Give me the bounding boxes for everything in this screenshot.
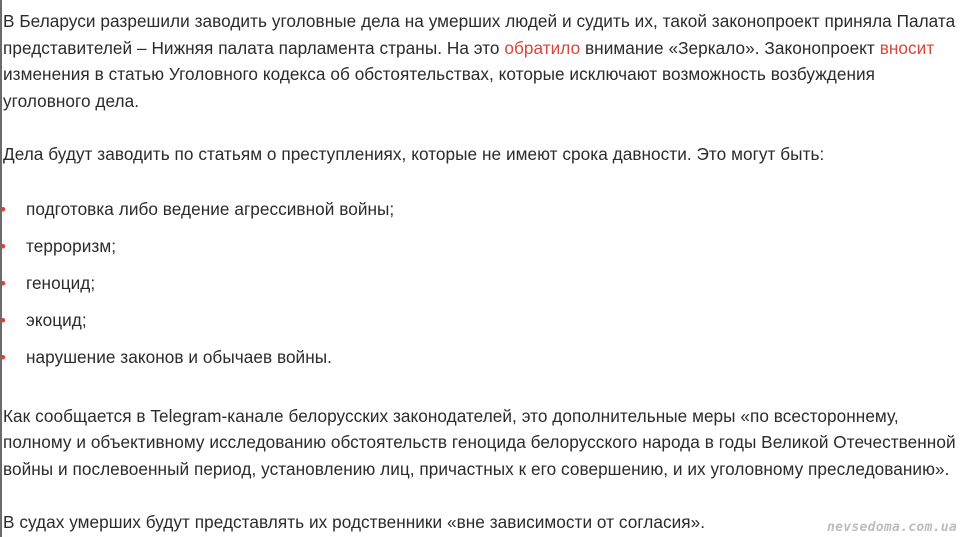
list-item-text: экоцид;	[26, 309, 87, 330]
bullet-dot-icon: •	[0, 347, 7, 367]
article-body	[0, 8, 958, 536]
list-item	[0, 307, 958, 344]
link-obratilo[interactable]: обратило	[504, 37, 581, 58]
intro-text-part-1: В Беларуси разрешили заводить уголовные дела на умерших людей и судить их, такой законопроект приняла Палата представителей – Нижняя палата парламента страны. На это	[3, 11, 956, 58]
bullet-dot-icon: •	[0, 199, 7, 219]
list-item-text: подготовка либо ведение агрессивной войны;	[26, 198, 395, 219]
list-item	[0, 270, 958, 307]
list-item-text: геноцид;	[26, 272, 96, 293]
crimes-list	[0, 196, 958, 381]
intro-text-part-2: внимание «Зеркало». Законопроект	[580, 37, 880, 58]
site-watermark: nevsedoma.com.ua	[826, 520, 957, 535]
list-item-text: нарушение законов и обычаев войны.	[26, 346, 332, 367]
telegram-quote-paragraph: Как сообщается в Telegram-канале белорусских законодателей, это дополнительные меры «по всестороннему, полному и объективному исследованию обстоятельств геноцида белорусского народа в годы Великой Отечественной войны и послевоенный период, установлению лиц, причастных к его совершению, и их уголовному преследованию».	[3, 405, 956, 479]
left-border-rule	[0, 0, 2, 537]
bullet-dot-icon: •	[0, 273, 7, 293]
intro-paragraph	[3, 8, 958, 114]
list-item	[0, 196, 958, 233]
crimes-intro-paragraph: Дела будут заводить по статьям о преступлениях, которые не имеют срока давности. Это могут быть:	[3, 144, 825, 164]
intro-text-part-3: изменения в статью Уголовного кодекса об обстоятельствах, которые исключают возможность возбуждения уголовного дела.	[3, 64, 876, 111]
link-vnosit[interactable]: вносит	[879, 37, 935, 58]
bullet-dot-icon: •	[0, 310, 7, 330]
list-item	[0, 344, 958, 381]
list-item-text: терроризм;	[26, 235, 117, 256]
list-item	[0, 233, 958, 270]
bullet-dot-icon: •	[0, 236, 7, 256]
relatives-paragraph: В судах умерших будут представлять их родственники «вне зависимости от согласия».	[3, 512, 706, 532]
